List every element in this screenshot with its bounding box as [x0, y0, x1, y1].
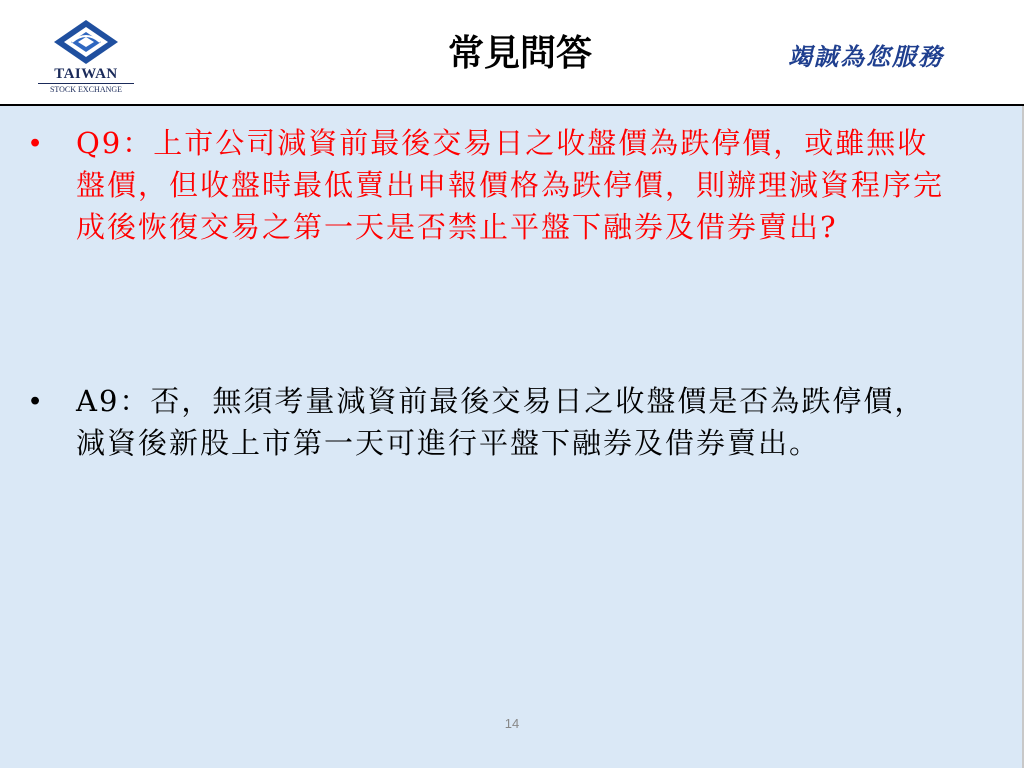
logo-name-text: TAIWAN: [54, 66, 118, 82]
page-number: 14: [504, 716, 520, 731]
question-text: Q9：上市公司減資前最後交易日之收盤價為跌停價，或雖無收盤價，但收盤時最低賣出申報價格為跌停價，則辦理減資程序完成後恢復交易之第一天是否禁止平盤下融券及借券賣出?: [76, 126, 945, 244]
answer-item: [30, 380, 955, 464]
question-bullet: •: [30, 127, 43, 159]
answer-text: A9：否，無須考量減資前最後交易日之收盤價是否為跌停價，減資後新股上市第一天可進行平盤下融券及借券賣出。: [76, 384, 926, 460]
slide-content: [0, 106, 1024, 768]
twse-logo-icon: [52, 18, 120, 66]
logo-sub-text: STOCK EXCHANGE: [38, 83, 134, 94]
slide-header: [0, 0, 1024, 106]
twse-logo: [38, 18, 134, 96]
slogan: 竭誠為您服務: [788, 42, 944, 71]
page-title: 常見問答: [447, 32, 592, 74]
question-item: [30, 122, 955, 248]
answer-bullet: •: [30, 385, 43, 417]
